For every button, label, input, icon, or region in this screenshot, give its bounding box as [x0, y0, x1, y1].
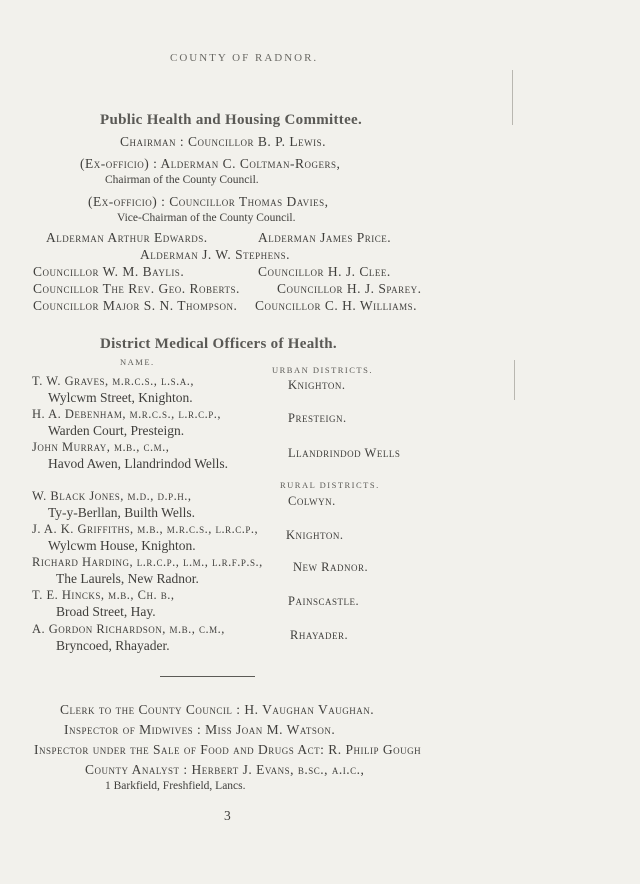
officer-district: Rhayader.: [290, 628, 349, 642]
member-left: Alderman Arthur Edwards.: [46, 230, 208, 245]
member-right: Councillor H. J. Clee.: [258, 264, 391, 279]
officer-address: Havod Awen, Llandrindod Wells.: [48, 456, 229, 471]
county-analyst-line: County Analyst : Herbert J. Evans, b.sc., a.i.c.,: [85, 762, 365, 777]
officer-address: Warden Court, Presteign.: [48, 423, 185, 438]
col-header-urban: URBAN DISTRICTS.: [272, 365, 373, 375]
committee-chairman: Chairman : Councillor B. P. Lewis.: [120, 134, 327, 149]
committee-title: Public Health and Housing Committee.: [100, 112, 363, 128]
medical-title: District Medical Officers of Health.: [100, 336, 337, 352]
member-center: Alderman J. W. Stephens.: [140, 247, 291, 262]
officer-address: Broad Street, Hay.: [56, 604, 156, 619]
page-header: COUNTY OF RADNOR.: [170, 52, 319, 64]
officer-district: Knighton.: [286, 528, 344, 542]
officer-address: Ty-y-Berllan, Builth Wells.: [48, 505, 195, 520]
officer-name: Richard Harding, l.r.c.p., l.m., l.r.f.p.s.,: [32, 555, 263, 569]
officer-name: W. Black Jones, m.d., d.p.h.,: [32, 489, 192, 503]
ex-officio-1: (Ex-officio) : Alderman C. Coltman-Rogers,: [80, 156, 341, 171]
officer-name: J. A. K. Griffiths, m.b., m.r.c.s., l.r.c.p.,: [32, 522, 259, 536]
member-right: Councillor H. J. Sparey.: [277, 281, 422, 296]
ex-officio-1-role: Chairman of the County Council.: [105, 174, 259, 186]
col-header-rural: RURAL DISTRICTS.: [280, 480, 380, 490]
col-header-name: NAME.: [120, 357, 155, 367]
officer-name: H. A. Debenham, m.r.c.s., l.r.c.p.,: [32, 407, 222, 421]
binding-edge-mark: [512, 70, 513, 125]
officer-name: T. W. Graves, m.r.c.s., l.s.a.,: [32, 374, 195, 388]
midwives-inspector-line: Inspector of Midwives : Miss Joan M. Watson.: [64, 722, 336, 737]
officer-district: Colwyn.: [288, 494, 336, 508]
officer-name: A. Gordon Richardson, m.b., c.m.,: [32, 622, 225, 636]
food-drugs-inspector-line: Inspector under the Sale of Food and Drugs Act: R. Philip Gough: [34, 742, 422, 757]
member-left: Councillor W. M. Baylis.: [33, 264, 185, 279]
officer-address: Wylcwm House, Knighton.: [48, 538, 196, 553]
ex-officio-2: (Ex-officio) : Councillor Thomas Davies,: [88, 194, 329, 209]
member-left: Councillor Major S. N. Thompson.: [33, 298, 238, 313]
officer-district: Presteign.: [288, 411, 347, 425]
officer-district: Painscastle.: [288, 594, 360, 608]
county-analyst-address: 1 Barkfield, Freshfield, Lancs.: [105, 780, 246, 792]
officer-address: Bryncoed, Rhayader.: [56, 638, 170, 653]
officer-address: Wylcwm Street, Knighton.: [48, 390, 193, 405]
member-right: Councillor C. H. Williams.: [255, 298, 417, 313]
officer-address: The Laurels, New Radnor.: [56, 571, 199, 586]
ex-officio-2-role: Vice-Chairman of the County Council.: [117, 212, 296, 224]
section-divider: [160, 676, 255, 677]
officer-district: Knighton.: [288, 378, 346, 392]
officer-name: T. E. Hincks, m.b., Ch. b.,: [32, 588, 175, 602]
binding-edge-mark: [514, 360, 515, 400]
page-number: 3: [224, 808, 231, 823]
officer-name: John Murray, m.b., c.m.,: [32, 440, 170, 454]
officer-district: Llandrindod Wells: [288, 446, 401, 460]
clerk-line: Clerk to the County Council : H. Vaughan Vaughan.: [60, 702, 375, 717]
officer-district: New Radnor.: [293, 560, 369, 574]
member-right: Alderman James Price.: [258, 230, 392, 245]
member-left: Councillor The Rev. Geo. Roberts.: [33, 281, 240, 296]
